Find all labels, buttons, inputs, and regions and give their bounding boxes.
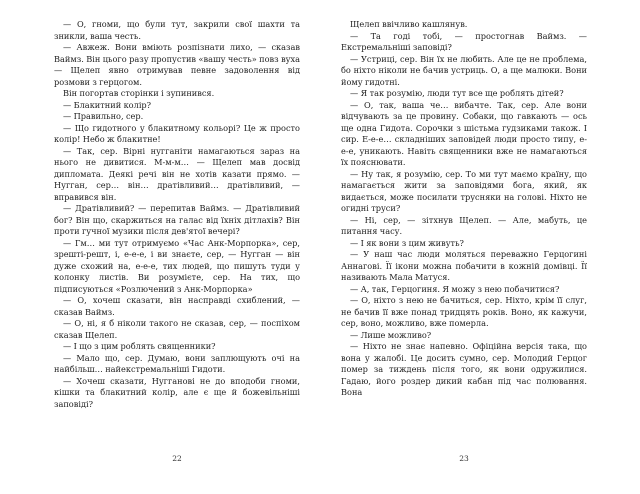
paragraph: — О, ні, я б ніколи такого не сказав, сер, — поспіхом сказав Щелеп. <box>54 318 300 340</box>
right-page <box>341 19 587 399</box>
paragraph: — Хочеш сказати, Нугганові не до вподоби гноми, кішки та блакитний колір, але є ще й божевільніші заповіді? <box>54 375 300 409</box>
paragraph: — Дратівливий? — перепитав Ваймз. — Дратівливий бог? Він що, скаржиться на галас від їхніх дітлахів? Він проти гучної музики після дев'ятої вечері? <box>54 203 300 236</box>
paragraph: — У наш час люди моляться переважно Герцогині Аннагові. Її ікони можна побачити в кожній домівці. Її називають Мала Матуся. <box>341 249 587 282</box>
paragraph: Він погортав сторінки і зупинився. <box>63 88 215 98</box>
paragraph: — Що гидотного у блакитному кольорі? Це ж просто колір! Небо ж блакитне! <box>54 122 300 144</box>
paragraph: — Ніхто не знає напевно. Офіційна версія така, що вона у жалобі. Це досить сумно, сер. Молодий Герцог помер за тиждень після того, як вони одружилися. Гадаю, його роздер дикий кабан під час полювання. Вона <box>341 341 587 397</box>
paragraph: — І як вони з цим живуть? <box>350 237 464 248</box>
paragraph: — О, хочеш сказати, він насправді схиблений, — сказав Ваймз. <box>54 295 300 317</box>
paragraph: — О, гноми, що були тут, закрили свої шахти та зникли, ваша честь. <box>54 19 300 41</box>
paragraph: — І що з цим роблять священники? <box>63 341 216 351</box>
page-number: 23 <box>459 454 469 463</box>
paragraph: — О, ніхто з нею не бачиться, сер. Ніхто, крім її слуг, не бачив її вже понад тридцять років. Воно, як кажучи, сер, воно, можливо, вже померла. <box>341 295 587 328</box>
paragraph: — А, так, Герцогиня. Я можу з нею побачитися? <box>350 283 560 294</box>
paragraph: — Та годі тобі, — простогнав Ваймз. — Екстремальніші заповіді? <box>341 30 587 52</box>
paragraph: — О, так, ваша че… вибачте. Так, сер. Але вони відчувають за це провину. Собаки, що гавкають — ось ще одна Гидота. Сорочки з шістьма гудзиками також. І сир. Е-е-е… складніших заповідей люди просто типу, е-е-е, уникають. Навіть священники вже не намагаються їх пояснювати. <box>341 99 587 167</box>
paragraph: — Правильно, сер. <box>63 111 144 121</box>
paragraph: — Авжеж. Вони вміють розпізнати лихо, — сказав Ваймз. Він цього разу пропустив «вашу честь» повз вуха — Щелеп явно отримував певне задоволення від розмови з герцогом. <box>54 42 300 87</box>
paragraph: — Так, сер. Вірні нугганіти намагаються зараз на нього не дивитися. М-м-м… — Щелеп мав досвід дипломата. Деякі речі він не хотів казати прямо. — Нугган, сер… він… дратівливий… дратівливий, — вправився він. <box>54 145 300 202</box>
paragraph: — Ні, сер, — зітхнув Щелеп. — Але, мабуть, це питання часу. <box>341 214 587 236</box>
paragraph: Щелеп ввічливо кашлянув. <box>350 19 468 29</box>
paragraph: — Лише можливо? <box>350 329 432 340</box>
paragraph: — Гм… ми тут отримуємо «Час Анк-Морпорка», сер, зрешті-решт, і, е-е-е, і ви знаєте, сер, — Нугган — він дуже схожий на, е-е-е, тих людей, що пишуть туди у колонку листів. Ви розумієте, сер. На тих, що підписуються «Розлючений з Анк-Морпорка» <box>54 237 300 294</box>
paragraph: — Блакитний колір? <box>63 99 152 110</box>
left-page <box>54 19 300 410</box>
paragraph: — Я так розумію, люди тут все ще роблять дітей? <box>350 88 564 98</box>
paragraph: — Ну так, я розумію, сер. То ми тут маємо країну, що намагається жити за заповідями бога, який, як видається, може посилати трусняки на голові. Ніхто не огидні труси? <box>341 168 587 213</box>
page-number: 22 <box>172 454 182 463</box>
paragraph: — Мало що, сер. Думаю, вони заплющують очі на найбільш… найекстремальніші Гидоти. <box>54 352 300 374</box>
paragraph: — Устриці, сер. Він їх не любить. Але це не проблема, бо ніхто ніколи не бачив устриць. О, а ще малюки. Вони йому гидотні. <box>341 53 587 87</box>
